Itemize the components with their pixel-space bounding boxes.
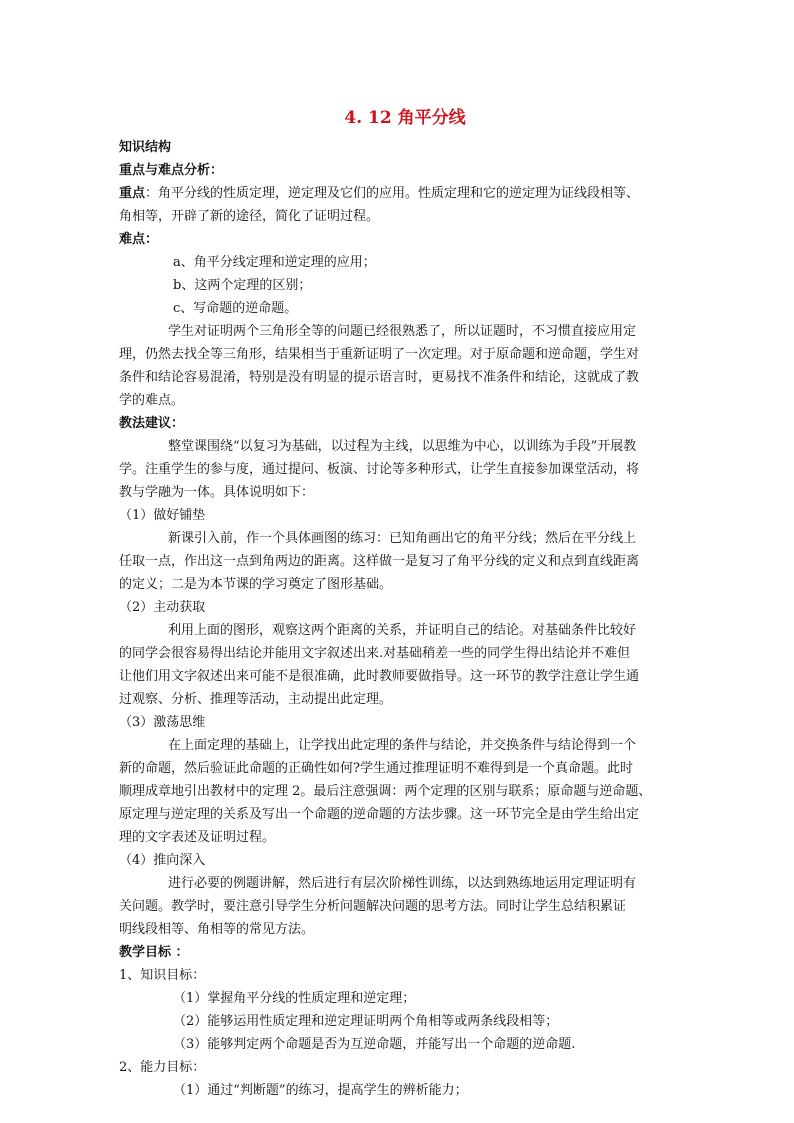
goal1-label: 1、知识目标： [119, 968, 206, 983]
step-line: 的同学会很容易得出结论并能用文字叙述出来.对基础稍差一些的同学生得出结论并不难但 [119, 646, 631, 661]
difficulty-para-line: 理，仍然去找全等三角形，结果相当于重新证明了一次定理。对于原命题和逆命题，学生对 [119, 347, 640, 362]
difficulty-para-line: 学生对证明两个三角形全等的问题已经很熟悉了，所以证题时，不习惯直接应用定 [168, 324, 637, 339]
step-line: 任取一点，作出这一点到角两边的距离。这样做一是复习了角平分线的定义和点到直线距离 [119, 554, 640, 569]
difficulty-label: 难点 [119, 232, 146, 247]
difficulty-para-line: 条件和结论容易混淆，特别是没有明显的提示语言时，更易找不准条件和结论，这就成了教 [119, 370, 640, 385]
difficulty-item: b、这两个定理的区别； [173, 278, 312, 293]
focus-text-1: 角相等，开辟了新的途径，简化了证明过程。 [119, 209, 380, 224]
section-structure: 知识结构 [119, 140, 172, 155]
focus-text-0: ：角平分线的性质定理，逆定理及它们的应用。性质定理和它的逆定理为证线段相等、 [145, 186, 640, 201]
step-label: （1）做好铺垫 [119, 508, 206, 523]
focus-label: 重点 [119, 186, 146, 201]
step-line: 理的文字表述及证明过程。 [119, 830, 276, 845]
method-heading: 教法建议： [119, 416, 185, 431]
difficulty-item: a、角平分线定理和逆定理的应用； [173, 255, 376, 270]
section-analysis-heading: 重点与难点分析： [119, 163, 224, 178]
step-line: 顺理成章地引出教材中的定理 2。最后注意强调：两个定理的区别与联系；原命题与逆命题、 [119, 784, 652, 799]
step-line: 利用上面的图形，观察这两个距离的关系，并证明自己的结论。对基础条件比较好 [168, 623, 637, 638]
method-para-line: 整堂课围绕“以复习为基础，以过程为主线，以思维为中心，以训练为手段”开展教 [168, 439, 637, 454]
goal1-item: （2）能够运用性质定理和逆定理证明两个角相等或两条线段相等； [173, 1014, 559, 1029]
goal2-item: （1）通过“判断题”的练习，提高学生的辨析能力； [173, 1083, 468, 1098]
step-label: （2）主动获取 [119, 600, 206, 615]
step-line: 在上面定理的基础上，让学找出此定理的条件与结论，并交换条件与结论得到一个 [168, 738, 637, 753]
focus-line [119, 182, 679, 205]
step-line: 进行必要的例题讲解，然后进行有层次阶梯性训练，以达到熟练地运用定理证明有 [168, 876, 637, 891]
page-title: 4. 12 角平分线 [344, 108, 466, 128]
document-page [119, 100, 679, 1102]
goal1-item: （1）掌握角平分线的性质定理和逆定理； [173, 991, 416, 1006]
goals-heading: 教学目标 ： [119, 945, 189, 960]
step-line: 新课引入前，作一个具体画图的练习：已知角画出它的角平分线；然后在平分线上 [168, 531, 637, 546]
step-line: 过观察、分析、推理等活动，主动提出此定理。 [119, 692, 393, 707]
step-line: 原定理与逆定理的关系及写出一个命题的逆命题的方法步骤。这一环节完全是由学生给出定 [119, 807, 640, 822]
method-para-line: 教与学融为一体。具体说明如下： [119, 485, 315, 500]
step-line: 让他们用文字叙述出来可能不是很准确，此时教师要做指导。这一环节的教学注意让学生通 [119, 669, 640, 684]
step-label: （4）推向深入 [119, 853, 206, 868]
goal2-label: 2、能力目标： [119, 1060, 206, 1075]
step-line: 新的命题，然后验证此命题的正确性如何?学生通过推理证明不难得到是一个真命题。此时 [119, 761, 633, 776]
difficulty-heading: 难点： [119, 232, 159, 247]
step-label: （3）激荡思维 [119, 715, 206, 730]
step-line: 明线段相等、角相等的常见方法。 [119, 922, 315, 937]
difficulty-item: c、写命题的逆命题。 [173, 301, 298, 316]
step-line: 的定义；二是为本节课的学习奠定了图形基础。 [119, 577, 393, 592]
method-para-line: 学。注重学生的参与度，通过提问、板演、讨论等多种形式，让学生直接参加课堂活动，将 [119, 462, 640, 477]
step-line: 关问题。教学时，要注意引导学生分析问题解决问题的思考方法。同时让学生总结积累证 [119, 899, 627, 914]
difficulty-para-line: 学的难点。 [119, 393, 185, 408]
goal1-item: （3）能够判定两个命题是否为互逆命题，并能写出一个命题的逆命题. [173, 1037, 576, 1052]
